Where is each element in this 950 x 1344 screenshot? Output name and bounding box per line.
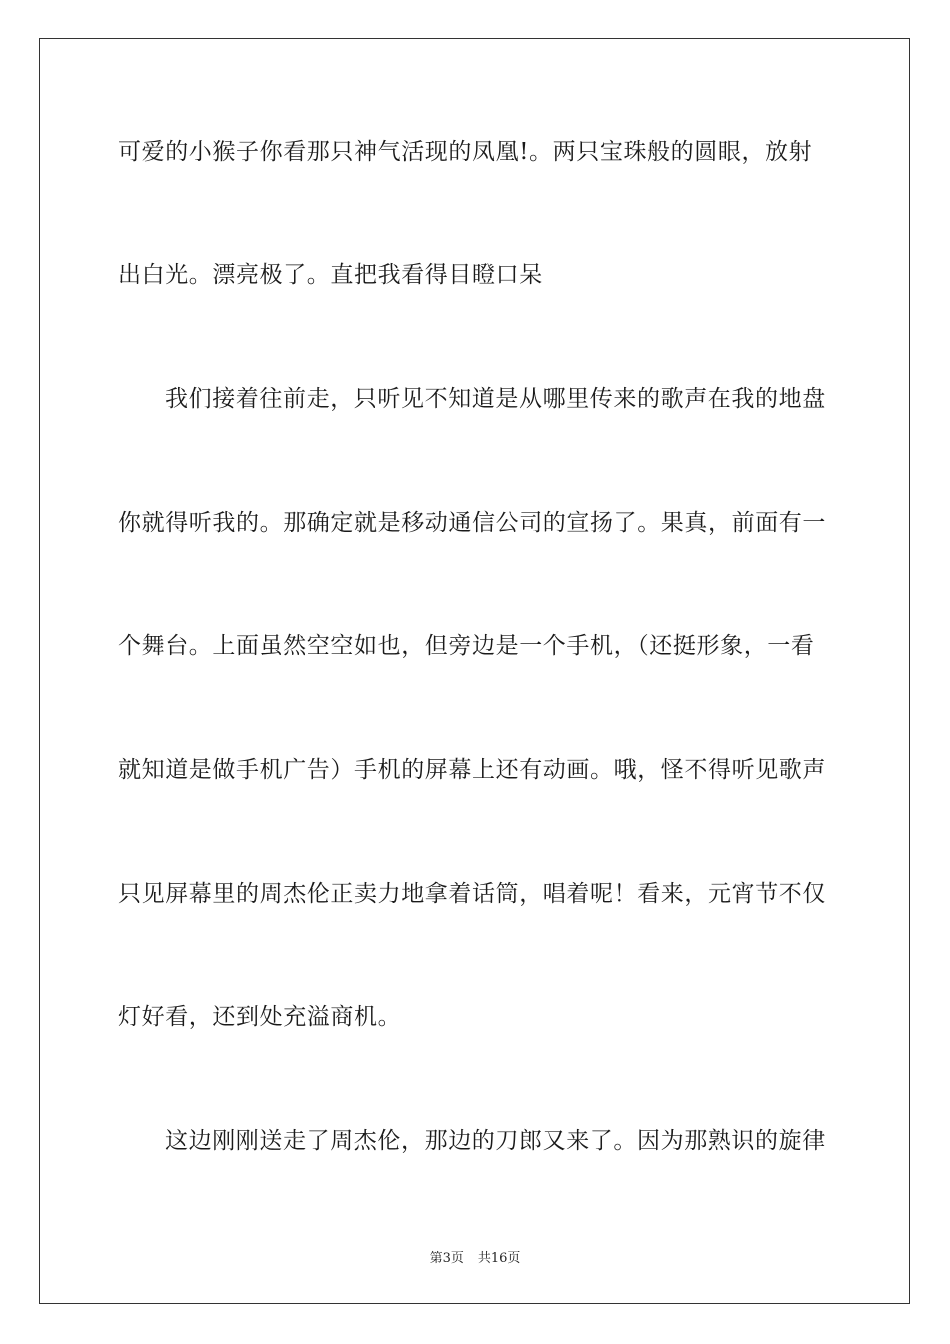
text-line: 个舞台。上面虽然空空如也，但旁边是一个手机，（还挺形象，一看: [118, 633, 815, 659]
text-line: 灯好看，还到处充溢商机。: [118, 1004, 402, 1030]
page-total: 共16页: [477, 1251, 521, 1266]
text-line: 出白光。漂亮极了。直把我看得目瞪口呆: [118, 262, 543, 288]
page-footer: [0, 1247, 950, 1266]
paragraph-start-line: 我们接着往前走，只听见不知道是从哪里传来的歌声在我的地盘: [165, 386, 826, 412]
paragraph-start-line: 这边刚刚送走了周杰伦，那边的刀郎又来了。因为那熟识的旋律: [165, 1128, 826, 1154]
text-line: 你就得听我的。那确定就是移动通信公司的宣扬了。果真，前面有一: [118, 510, 826, 536]
text-line: 只见屏幕里的周杰伦正卖力地拿着话筒，唱着呢！看来，元宵节不仅: [118, 881, 826, 907]
text-line: 可爱的小猴子你看那只神气活现的凤凰!。两只宝珠般的圆眼，放射: [118, 139, 813, 165]
text-line: 就知道是做手机广告）手机的屏幕上还有动画。哦，怪不得听见歌声: [118, 757, 826, 783]
page-number: 第3页: [429, 1251, 464, 1266]
page-border: [39, 38, 910, 1304]
